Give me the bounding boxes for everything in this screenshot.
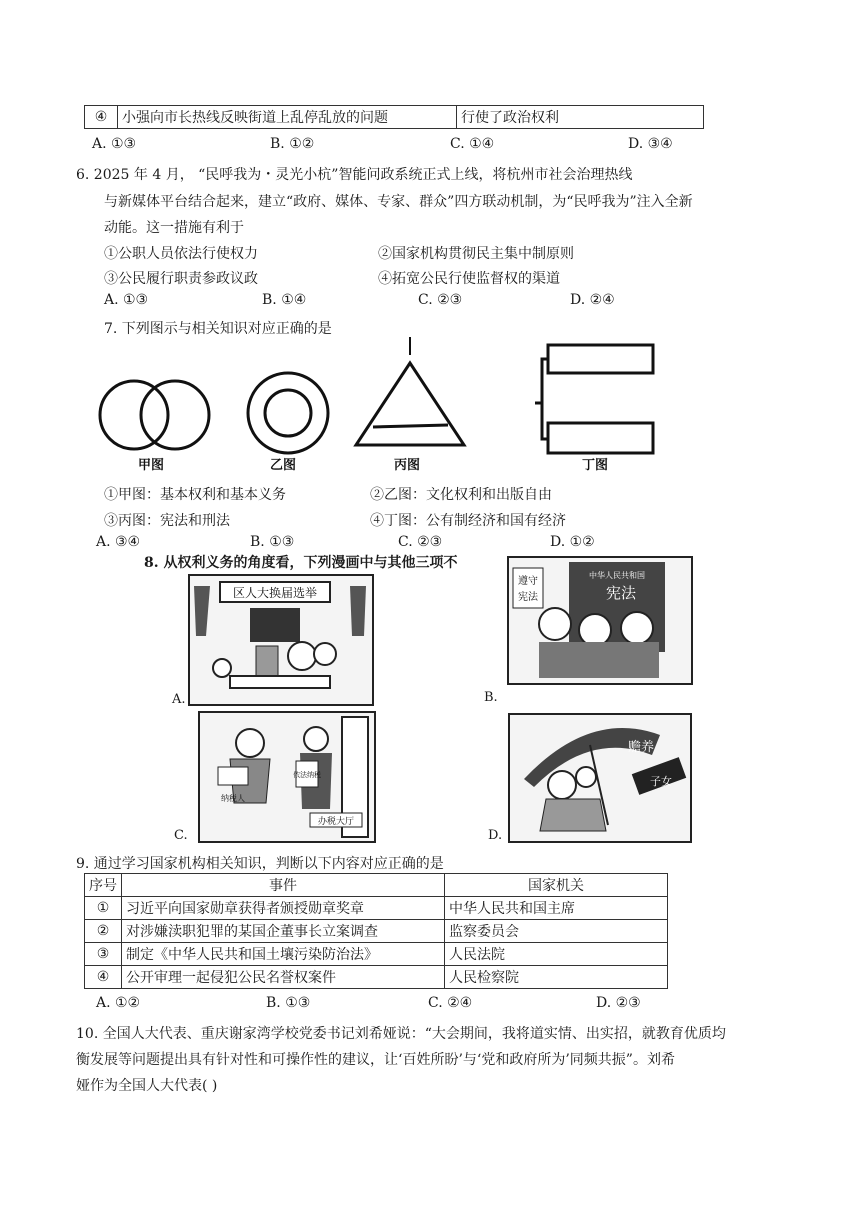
cartoon-c-sign: 依法纳税: [293, 771, 321, 779]
q7-stem: 7. 下列图示与相关知识对应正确的是: [104, 321, 332, 337]
q9-table: [84, 873, 668, 989]
q10-stem-line3: 娅作为全国人大代表( ): [76, 1078, 218, 1094]
q8-stem: 8. 从权利义务的角度看，下列漫画中与其他三项不: [144, 555, 458, 571]
cartoon-label-d: D.: [488, 828, 503, 843]
cartoon-label-c: C.: [174, 828, 188, 843]
row-event: 对涉嫌渎职犯罪的某国企董事长立案调查: [122, 920, 445, 943]
row-event: 习近平向国家勋章获得者颁授勋章奖章: [122, 897, 445, 920]
row-organ: 中华人民共和国主席: [445, 897, 668, 920]
row-event: 公开审理一起侵犯公民名誉权案件: [122, 966, 445, 989]
q7-option-a: A. ③④: [96, 534, 141, 550]
cartoon-b-sign-1: 遵守: [518, 576, 538, 587]
q10-stem-line2: 衡发展等问题提出具有针对性和可操作性的建议，让‘百姓所盼’与‘党和政府所为’同频共振”。刘希: [76, 1052, 675, 1068]
fig-label-yi: 乙图: [270, 458, 297, 473]
row-event: 小强向市长热线反映街道上乱停乱放的问题: [118, 106, 457, 129]
q6-item-1: ①公职人员依法行使权力: [104, 246, 258, 262]
cartoon-c: [198, 711, 376, 843]
constitution-cartoon-image: [509, 558, 691, 683]
table-row: [85, 106, 704, 129]
triangle-figure: [356, 337, 464, 445]
row-result: 行使了政治权利: [457, 106, 704, 129]
row-number: ②: [85, 920, 122, 943]
q7-item-1: ①甲图：基本权利和基本义务: [104, 487, 286, 503]
cartoon-label-a: A.: [172, 692, 186, 707]
cartoon-d: [508, 713, 692, 843]
q5-option-c: C. ①④: [450, 136, 495, 152]
cartoon-b-book-title: 中华人民共和国: [589, 571, 645, 580]
q6-option-a: A. ①③: [104, 292, 149, 308]
q6-item-4: ④拓宽公民行使监督权的渠道: [378, 271, 560, 287]
q6-stem-line2: 与新媒体平台结合起来，建立“政府、媒体、专家、群众”四方联动机制，为“民呼我为”注入全新: [104, 194, 693, 210]
q10-stem-line1: 10. 全国人大代表、重庆谢家湾学校党委书记刘希娅说：“大会期间，我将道实情、出实招，就教育优质均: [76, 1026, 726, 1042]
row-number: ④: [85, 106, 118, 129]
fig-label-jia: 甲图: [138, 458, 165, 473]
row-organ: 人民检察院: [445, 966, 668, 989]
cartoon-b-book-word: 宪法: [605, 584, 637, 602]
q7-item-4: ④丁图：公有制经济和国有经济: [370, 513, 566, 529]
q7-option-c: C. ②③: [398, 534, 443, 550]
q5-option-a: A. ①③: [92, 136, 137, 152]
table-row: [85, 920, 668, 943]
table-row: [85, 943, 668, 966]
q9-option-b: B. ①③: [266, 995, 311, 1011]
top-table: [84, 105, 704, 129]
q5-option-d: D. ③④: [628, 136, 673, 152]
venn-diagram-figure: [100, 381, 209, 449]
election-cartoon-image: [190, 576, 372, 704]
bracket-boxes-figure: [535, 345, 653, 453]
cartoon-c-hall: 办税大厅: [317, 817, 355, 827]
header-organ: 国家机关: [445, 874, 668, 897]
cartoon-b-sign-2: 宪法: [518, 592, 538, 603]
q9-stem: 9. 通过学习国家机构相关知识，判断以下内容对应正确的是: [76, 856, 444, 872]
q6-option-c: C. ②③: [418, 292, 463, 308]
q9-option-a: A. ①②: [96, 995, 141, 1011]
row-event: 制定《中华人民共和国土壤污染防治法》: [122, 943, 445, 966]
q6-stem-line1: 6. 2025 年 4 月， “民呼我为・灵光小杭”智能问政系统正式上线，将杭州市社会治理热线: [76, 167, 633, 183]
q9-option-d: D. ②③: [596, 995, 641, 1011]
support-parents-cartoon-image: [510, 715, 690, 841]
table-row: [85, 966, 668, 989]
header-event: 事件: [122, 874, 445, 897]
row-number: ①: [85, 897, 122, 920]
q7-figures: [90, 335, 680, 475]
q6-option-d: D. ②④: [570, 292, 615, 308]
cartoon-b: [507, 556, 693, 685]
q6-option-b: B. ①④: [262, 292, 307, 308]
fig-label-bing: 丙图: [394, 458, 421, 473]
q6-item-3: ③公民履行职责参政议政: [104, 271, 258, 287]
fig-label-ding: 丁图: [582, 458, 609, 473]
header-number: 序号: [85, 874, 122, 897]
cartoon-a: [188, 574, 374, 706]
tax-cartoon-image: [200, 713, 374, 841]
table-row: [85, 897, 668, 920]
cartoon-d-umbrella-word: 赡养: [628, 740, 655, 755]
cartoon-a-banner: 区人大换届选举: [232, 586, 318, 600]
row-number: ③: [85, 943, 122, 966]
q6-stem-line3: 动能。这一措施有利于: [104, 220, 244, 236]
q6-item-2: ②国家机构贯彻民主集中制原则: [378, 246, 574, 262]
q7-option-b: B. ①③: [250, 534, 295, 550]
table-header-row: [85, 874, 668, 897]
concentric-circles-figure: [248, 373, 328, 453]
cartoon-c-taxpayer: 纳税人: [221, 794, 245, 803]
q7-item-2: ②乙图：文化权利和出版自由: [370, 487, 552, 503]
cartoon-d-children: 子女: [650, 775, 672, 788]
row-organ: 监察委员会: [445, 920, 668, 943]
cartoon-label-b: B.: [484, 690, 498, 705]
q5-option-b: B. ①②: [270, 136, 315, 152]
q7-item-3: ③丙图：宪法和刑法: [104, 513, 230, 529]
row-organ: 人民法院: [445, 943, 668, 966]
q7-option-d: D. ①②: [550, 534, 595, 550]
q9-option-c: C. ②④: [428, 995, 473, 1011]
row-number: ④: [85, 966, 122, 989]
